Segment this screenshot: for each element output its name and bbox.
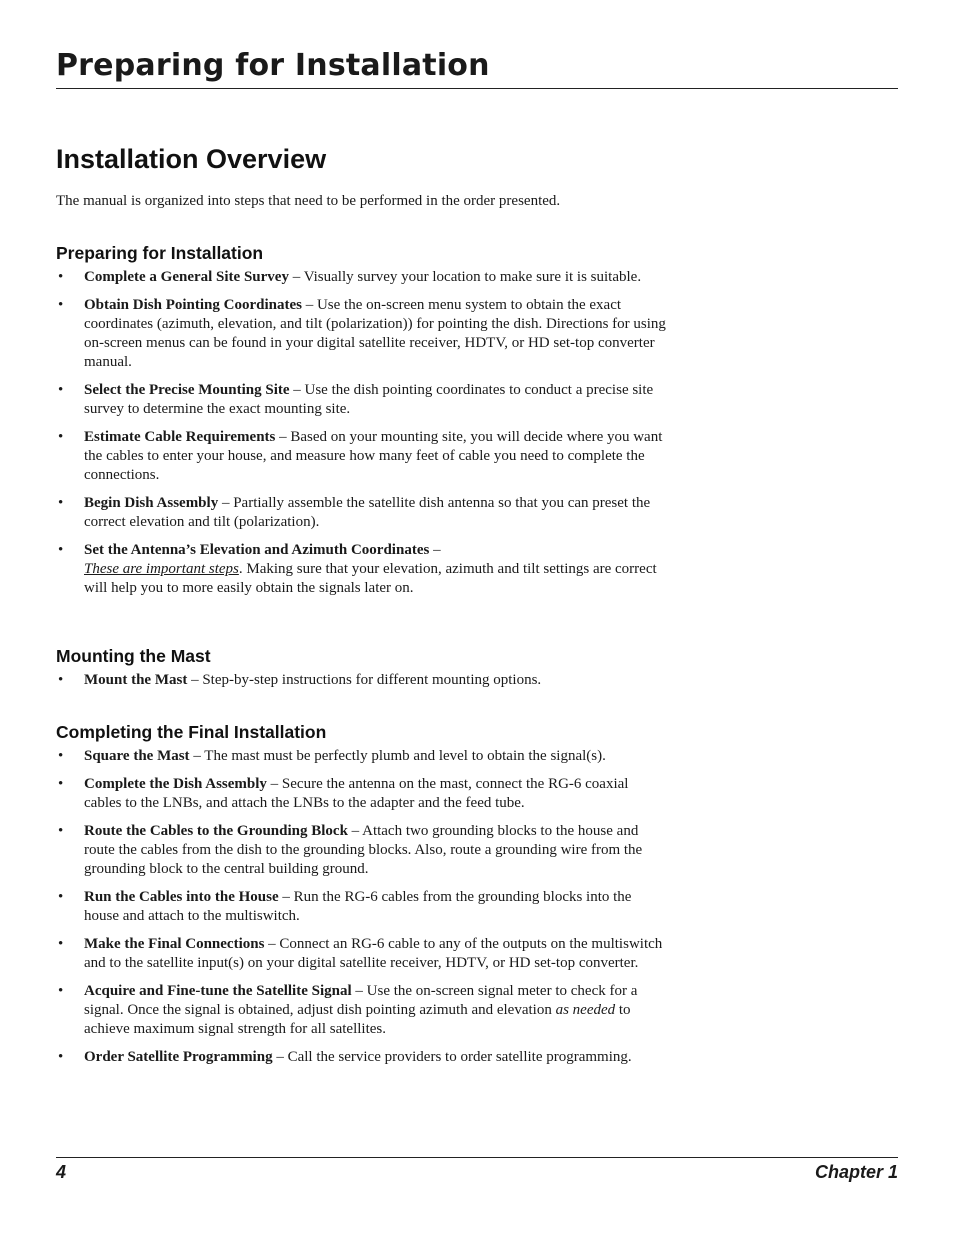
mounting-steps-list [56, 671, 668, 699]
section-heading-mounting: Mounting the Mast [56, 646, 211, 666]
list-item: • Complete a General Site Survey – Visually survey your location to make sure it is suitable. [58, 269, 642, 285]
footer-chapter-label: Chapter 1 [814, 1162, 898, 1182]
page-title: Installation Overview [56, 144, 327, 174]
list-item: • Order Satellite Programming – Call the service providers to order satellite programming. [58, 1049, 632, 1065]
list-item: • Make the Final Connections – Connect an RG-6 cable to any of the outputs on the multiswitch and to the satellite input(s) on your digital satellite receiver, HDTV, or HD set-top converter. [58, 936, 663, 971]
page-number: 4 [56, 1162, 67, 1182]
intro-paragraph: The manual is organized into steps that need to be performed in the order presented. [56, 193, 561, 209]
list-item: • Obtain Dish Pointing Coordinates – Use the on-screen menu system to obtain the exact coordinates (azimuth, elevation, and tilt (polarization)) for pointing the dish. Directions for using on-screen menus can be found in your digital satellite receiver, HDTV, or HD set-top converter manual. [58, 297, 666, 370]
list-item: • Mount the Mast – Step-by-step instructions for different mounting options. [58, 672, 542, 688]
list-item: • Select the Precise Mounting Site – Use the dish pointing coordinates to conduct a precise site survey to determine the exact mounting site. [58, 382, 654, 417]
list-item: • Route the Cables to the Grounding Block – Attach two grounding blocks to the house and route the cables from the dish to the grounding blocks. Also, route a grounding wire from the grounding block to the central building ground. [58, 823, 643, 877]
header-divider [56, 88, 898, 89]
list-item: • Begin Dish Assembly – Partially assemble the satellite dish antenna so that you can preset the correct elevation and tilt (polarization). [58, 495, 651, 530]
list-item: • Square the Mast – The mast must be perfectly plumb and level to obtain the signal(s). [58, 748, 606, 764]
final-steps-list [56, 747, 668, 1076]
section-heading-final: Completing the Final Installation [56, 722, 327, 742]
footer-divider [56, 1157, 898, 1158]
list-item: • Set the Antenna’s Elevation and Azimuth Coordinates – These are important steps. Making sure that your elevation, azimuth and tilt settings are correct will help you to more easily obtain the signals later on. [58, 542, 657, 596]
chapter-title: Preparing for Installation [56, 48, 490, 83]
list-item: • Complete the Dish Assembly – Secure the antenna on the mast, connect the RG-6 coaxial cables to the LNBs, and attach the LNBs to the adapter and the feed tube. [58, 776, 629, 811]
preparing-steps-list [56, 268, 668, 607]
section-heading-preparing: Preparing for Installation [56, 243, 264, 263]
list-item: • Acquire and Fine-tune the Satellite Signal – Use the on-screen signal meter to check for a signal. Once the signal is obtained, adjust dish pointing azimuth and elevation as needed to achieve maximum signal strength for all satellites. [58, 983, 638, 1037]
list-item: • Estimate Cable Requirements – Based on your mounting site, you will decide where you want the cables to enter your house, and measure how many feet of cable you need to complete the connections. [58, 429, 663, 483]
list-item: • Run the Cables into the House – Run the RG-6 cables from the grounding blocks into the house and attach to the multiswitch. [58, 889, 632, 924]
